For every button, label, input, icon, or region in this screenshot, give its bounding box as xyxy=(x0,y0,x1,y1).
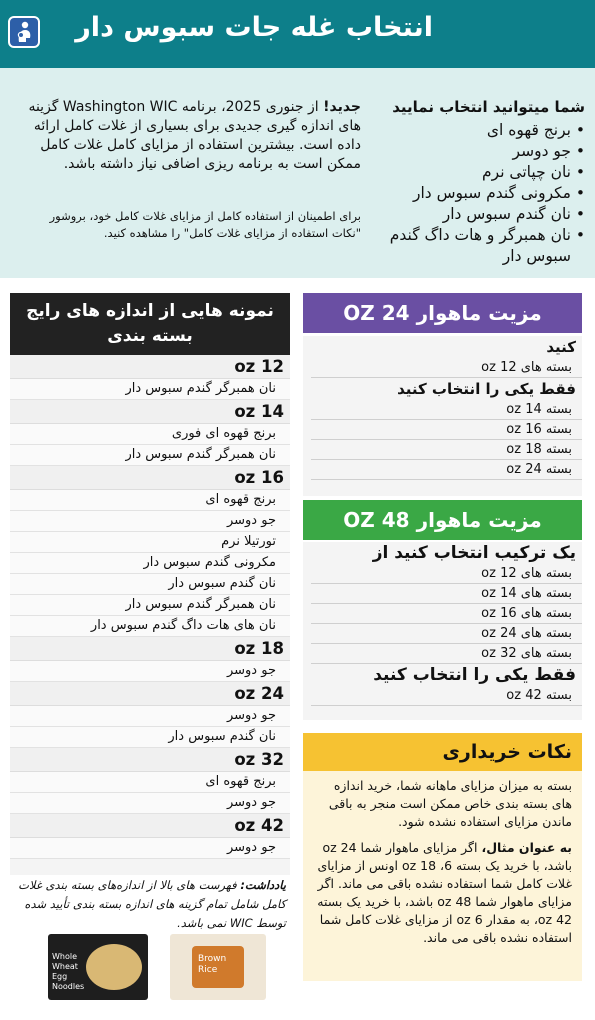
sample-item: نان های هات داگ گندم سبوس دار xyxy=(10,616,290,637)
benefit-48-title: مزیت ماهوار 48 OZ xyxy=(303,500,582,540)
sample-item: جو دوسر xyxy=(10,793,290,814)
page-header xyxy=(0,0,595,68)
size-label: 32 oz xyxy=(10,748,290,772)
size-label: 42 oz xyxy=(10,814,290,838)
footnote xyxy=(14,876,286,933)
package-option: بسته های 14 oz xyxy=(311,584,582,604)
sample-item: مکرونی گندم سبوس دار xyxy=(10,553,290,574)
egg-noodles-package-image xyxy=(48,934,148,1000)
choose-list-item: • نان همبرگر و هات داگ گندم سبوس دار xyxy=(385,225,585,267)
sample-item: نان همبرگر گندم سبوس دار xyxy=(10,445,290,466)
shopping-tips-title: نکات خریداری xyxy=(303,733,582,771)
brochure-note: برای اطمینان از استفاده کامل از مزایای غلات کامل خود، بروشور "نکات استفاده از مزایای غلات کامل" را مشاهده کنید. xyxy=(49,209,361,240)
size-label: 12 oz xyxy=(10,355,290,379)
package-option: بسته 14 oz xyxy=(311,400,582,420)
choose-list-item: • برنج قهوه ای xyxy=(385,120,585,141)
package-option: بسته 16 oz xyxy=(311,420,582,440)
news-paragraph xyxy=(25,98,361,174)
news-lead: جدید! xyxy=(323,99,361,115)
package-option: بسته های 16 oz xyxy=(311,604,582,624)
sample-item: برنج قهوه ای فوری xyxy=(10,424,290,445)
sample-item: نان همبرگر گندم سبوس دار xyxy=(10,595,290,616)
choose-list-item: • مکرونی گندم سبوس دار xyxy=(385,183,585,204)
page-title: انتخاب غله جات سبوس دار xyxy=(75,12,433,43)
choose-list-item: • نان چپاتی نرم xyxy=(385,162,585,183)
tip-example-text: اگر مزایای ماهوار شما 24 oz باشد، با خرید یک بسته 6، 18 oz اونس از مزایای غلات کامل شما استفاده نشده باقی می ماند. اگر مزایای ماهوار شما 48 oz باشد، با خرید یک بسته 42 oz، به مقدار 6 oz از مزایای غلات کامل شما استفاده نشده باقی می ماند. xyxy=(317,840,572,945)
sample-item: نان همبرگر گندم سبوس دار xyxy=(10,379,290,400)
intro-section xyxy=(0,68,595,278)
sample-item: جو دوسر xyxy=(10,706,290,727)
samples-title: نمونه هایی از اندازه های رایج بسته بندی xyxy=(10,293,290,355)
sample-item: جو دوسر xyxy=(10,661,290,682)
package-option: بسته های 32 oz xyxy=(311,644,582,664)
package-option: بسته های 24 oz xyxy=(311,624,582,644)
package-option: بسته 42 oz xyxy=(311,686,582,706)
benefit-48-box xyxy=(303,542,582,720)
tip-example-lead: به عنوان مثال، xyxy=(481,840,572,855)
package-label: Whole Wheat Egg Noodles xyxy=(52,952,85,991)
benefit-24-choose-label: فقط یکی را انتخاب کنید xyxy=(397,380,576,398)
footnote-lead: یادداشت: xyxy=(240,878,286,892)
sample-item: نان گندم سبوس دار xyxy=(10,727,290,748)
package-option: بسته های 12 oz xyxy=(311,358,582,378)
sample-item: جو دوسر xyxy=(10,838,290,859)
size-label: 14 oz xyxy=(10,400,290,424)
sample-item: تورتیلا نرم xyxy=(10,532,290,553)
shopping-tips-box xyxy=(303,771,582,981)
wic-mother-child-icon xyxy=(8,16,40,48)
choose-list-title: شما میتوانید انتخاب نمایید xyxy=(392,98,585,116)
sample-item: جو دوسر xyxy=(10,511,290,532)
noodle-bowl-graphic xyxy=(86,944,142,990)
size-label: 16 oz xyxy=(10,466,290,490)
benefit-24-buy-label: کنید xyxy=(546,338,576,356)
package-option: بسته 18 oz xyxy=(311,440,582,460)
size-label: 18 oz xyxy=(10,637,290,661)
sample-item: برنج قهوه ای xyxy=(10,490,290,511)
size-label: 24 oz xyxy=(10,682,290,706)
choose-list xyxy=(385,120,585,267)
benefit-24-box xyxy=(303,336,582,496)
package-label: Brown Rice xyxy=(198,954,227,975)
samples-list xyxy=(10,355,290,875)
package-option: بسته 24 oz xyxy=(311,460,582,480)
benefit-48-choose-label: فقط یکی را انتخاب کنید xyxy=(373,665,576,685)
footnote-text: فهرست های بالا از اندازه‌های بسته بندی غلات کامل شامل تمام گزینه های اندازه بسته بندی تأیید شده توسط WIC نمی باشد. xyxy=(18,878,286,930)
sample-item: نان گندم سبوس دار xyxy=(10,574,290,595)
package-option: بسته های 12 oz xyxy=(311,564,582,584)
sample-item: برنج قهوه ای xyxy=(10,772,290,793)
choose-list-item: • جو دوسر xyxy=(385,141,585,162)
benefit-48-combo-label: یک ترکیب انتخاب کنید از xyxy=(372,543,576,563)
benefit-24-title: مزیت ماهوار 24 OZ xyxy=(303,293,582,333)
tip-paragraph: بسته به میزان مزایای ماهانه شما، خرید اندازه های بسته بندی خاص ممکن است منجر به باقی ماندن مزایای استفاده نشده شود. xyxy=(328,778,572,829)
brown-rice-package-image xyxy=(170,934,266,1000)
news-text: از جنوری 2025، برنامه Washington WIC گزینه های اندازه گیری جدیدی برای بسیاری از غلات کامل ارائه داده است. بیشترین استفاده از مزایای کامل غلات کامل ممکن است به برنامه ریزی اضافی نیاز داشته باشد. xyxy=(28,99,361,172)
tip-example-paragraph xyxy=(313,839,572,947)
choose-list-item: • نان گندم سبوس دار xyxy=(385,204,585,225)
choose-list-box xyxy=(385,98,585,267)
